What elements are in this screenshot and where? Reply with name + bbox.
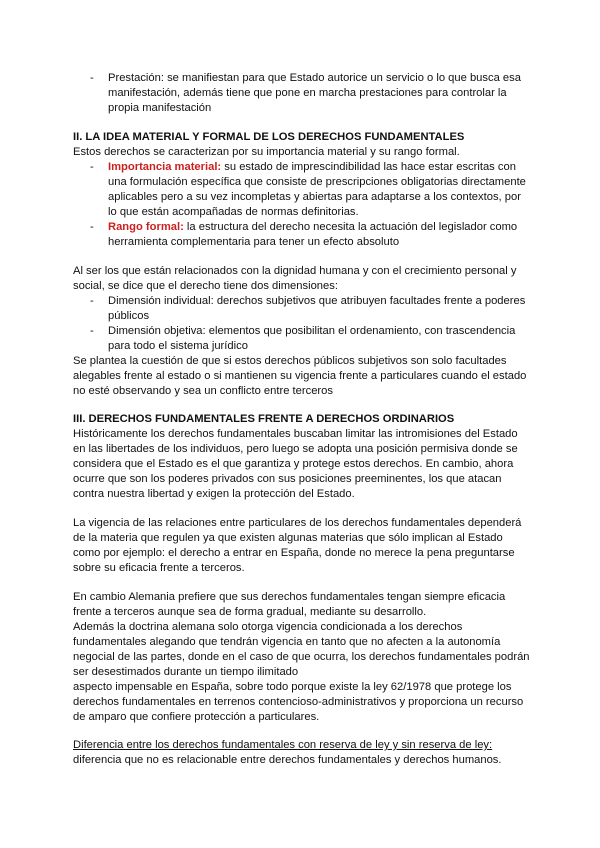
prestacion-line-1: Prestación: se manifiestan para que Estado autorice un servicio o lo que busca esa — [108, 72, 521, 84]
list-dash: - — [90, 72, 94, 84]
importancia-term: Importancia material: — [108, 161, 222, 173]
rango-first-line — [108, 220, 517, 235]
p3-line-8: derechos fundamentales en terrenos contencioso-administrativos y proporciona un recurso — [73, 696, 524, 708]
p2-line-2: de la materia que regulen ya que existen algunas materias que sólo implican al Estado — [73, 532, 503, 544]
list-dash: - — [90, 161, 94, 173]
p1-line-5: contra nuestra libertad y exigen la protección del Estado. — [73, 488, 355, 500]
p3-line-7: aspecto impensable en España, sobre todo porque existe la ley 62/1978 que protege los — [73, 681, 512, 693]
cuestion-line-1: Se plantea la cuestión de que si estos derechos públicos subjetivos son solo facultades — [73, 355, 507, 367]
p2-line-4: sobre su eficacia frente a terceros. — [73, 562, 245, 574]
rango-line-2: herramienta complementaria para tener un efecto absoluto — [108, 236, 400, 248]
p2-line-3: como por ejemplo: el derecho a entrar en España, donde no merece la pena preguntarse — [73, 547, 515, 559]
dignidad-line-1: Al ser los que están relacionados con la dignidad humana y con el crecimiento personal y — [73, 265, 517, 277]
diferencia-title: Diferencia entre los derechos fundamentales con reserva de ley y sin reserva de ley: — [73, 739, 493, 751]
p3-line-1: En cambio Alemania prefiere que sus derechos fundamentales tengan siempre eficacia — [73, 591, 506, 603]
section-2-intro: Estos derechos se caracterizan por su importancia material y su rango formal. — [73, 146, 460, 158]
prestacion-line-2: manifestación, además tiene que pone en marcha prestaciones para controlar la — [108, 87, 507, 99]
p3-line-3: Además la doctrina alemana solo otorga vigencia condicionada a los derechos — [73, 621, 463, 633]
dim-individual-line-2: públicos — [108, 310, 150, 322]
p2-line-1: La vigencia de las relaciones entre particulares de los derechos fundamentales dependerá — [73, 517, 522, 529]
prestacion-line-3: propia manifestación — [108, 102, 212, 114]
p3-line-5: negocial de las partes, donde en el caso de que ocurra, los derechos fundamentales podrán — [73, 651, 530, 663]
importancia-line-4: lo que están acompañadas de normas definitorias. — [108, 206, 359, 218]
p3-line-4: fundamentales alegando que tendrán vigencia en tanto que no afecten a la autonomía — [73, 636, 501, 648]
section-2-heading: II. LA IDEA MATERIAL Y FORMAL DE LOS DERECHOS FUNDAMENTALES — [73, 131, 465, 143]
rango-term: Rango formal: — [108, 221, 184, 233]
importancia-first-line — [108, 160, 516, 175]
p1-line-3: considera que el Estado es el que garantiza y protege estos derechos. En cambio, ahora — [73, 458, 514, 470]
dim-objetiva-line-2: para todo el sistema jurídico — [108, 340, 248, 352]
importancia-line-2: una formulación específica que consiste de prescripciones obligatorias directamente — [108, 176, 526, 188]
p3-line-9: de amparo que confiere protección a particulares. — [73, 711, 320, 723]
importancia-line-3: aplicables pero a su vez incompletas y abiertas para adaptarse a los contextos, por — [108, 191, 521, 203]
p1-line-1: Históricamente los derechos fundamentales buscaban limitar las intromisiones del Estado — [73, 428, 518, 440]
diferencia-text: diferencia que no es relacionable entre derechos fundamentales y derechos humanos. — [73, 754, 502, 766]
cuestion-line-3: no esté observando y sea un conflicto entre terceros — [73, 385, 333, 397]
importancia-rest: su estado de imprescindibilidad las hace estar escritas con — [221, 161, 516, 173]
cuestion-line-2: alegables frente al estado o si mantienen su vigencia frente a particulares cuando el estado — [73, 370, 527, 382]
p1-line-4: ocurre que son los poderes privados con sus posiciones preeminentes, los que atacan — [73, 473, 502, 485]
list-dash: - — [90, 295, 94, 307]
dim-individual-line-1: Dimensión individual: derechos subjetivos que atribuyen facultades frente a poderes — [108, 295, 526, 307]
rango-rest: la estructura del derecho necesita la actuación del legislador como — [183, 221, 518, 233]
section-3-heading: III. DERECHOS FUNDAMENTALES FRENTE A DERECHOS ORDINARIOS — [73, 413, 455, 425]
dignidad-line-2: social, se dice que el derecho tiene dos dimensiones: — [73, 280, 338, 292]
list-dash: - — [90, 325, 94, 337]
dim-objetiva-line-1: Dimensión objetiva: elementos que posibilitan el ordenamiento, con trascendencia — [108, 325, 516, 337]
list-dash: - — [90, 221, 94, 233]
p1-line-2: en las libertades de los individuos, pero luego se adopta una posición permisiva donde se — [73, 443, 518, 455]
p3-line-2: frente a terceros aunque sea de forma gradual, mediante su desarrollo. — [73, 606, 427, 618]
p3-line-6: ser desestimados durante un tiempo ilimitado — [73, 666, 299, 678]
